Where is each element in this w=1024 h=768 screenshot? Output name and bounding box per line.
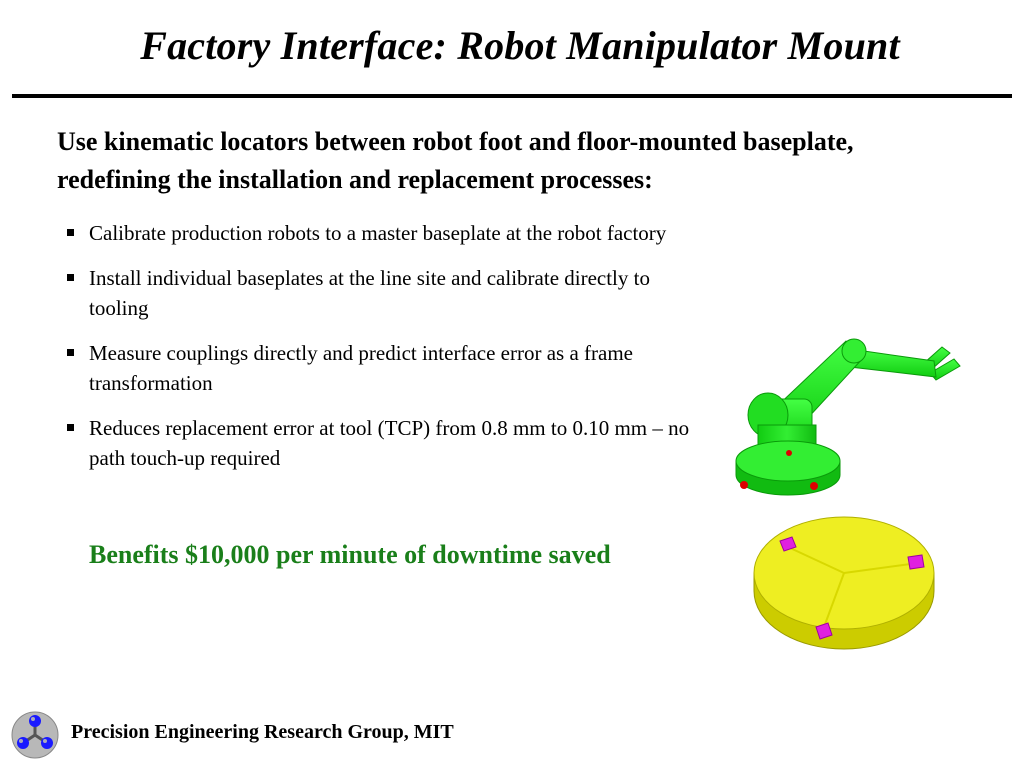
square-bullet-icon (67, 274, 74, 281)
title-divider (12, 94, 1012, 98)
bullet-text: Install individual baseplates at the line site and calibrate directly to tooling (89, 266, 650, 320)
square-bullet-icon (67, 424, 74, 431)
slide-title: Factory Interface: Robot Manipulator Mount (140, 23, 900, 68)
benefit-text: Benefits $10,000 per minute of downtime saved (89, 540, 611, 569)
kinematic-coupling-logo-icon (11, 711, 59, 759)
intro-text: Use kinematic locators between robot foot and floor-mounted baseplate, redefining the installation and replacement processes: (57, 127, 854, 194)
square-bullet-icon (67, 229, 74, 236)
square-bullet-icon (67, 349, 74, 356)
bullet-item (66, 263, 706, 323)
bullet-item (66, 338, 706, 398)
bullet-list (66, 218, 706, 488)
bullet-text: Calibrate production robots to a master baseplate at the robot factory (89, 221, 667, 245)
bullet-text: Reduces replacement error at tool (TCP) from 0.8 mm to 0.10 mm – no path touch-up required (89, 416, 690, 470)
footer-text: Precision Engineering Research Group, MIT (71, 721, 454, 743)
baseplate-image (752, 515, 936, 655)
bullet-text: Measure couplings directly and predict interface error as a frame transformation (89, 341, 633, 395)
bullet-item (66, 218, 706, 248)
bullet-item (66, 413, 706, 473)
robot-manipulator-image (728, 333, 968, 505)
